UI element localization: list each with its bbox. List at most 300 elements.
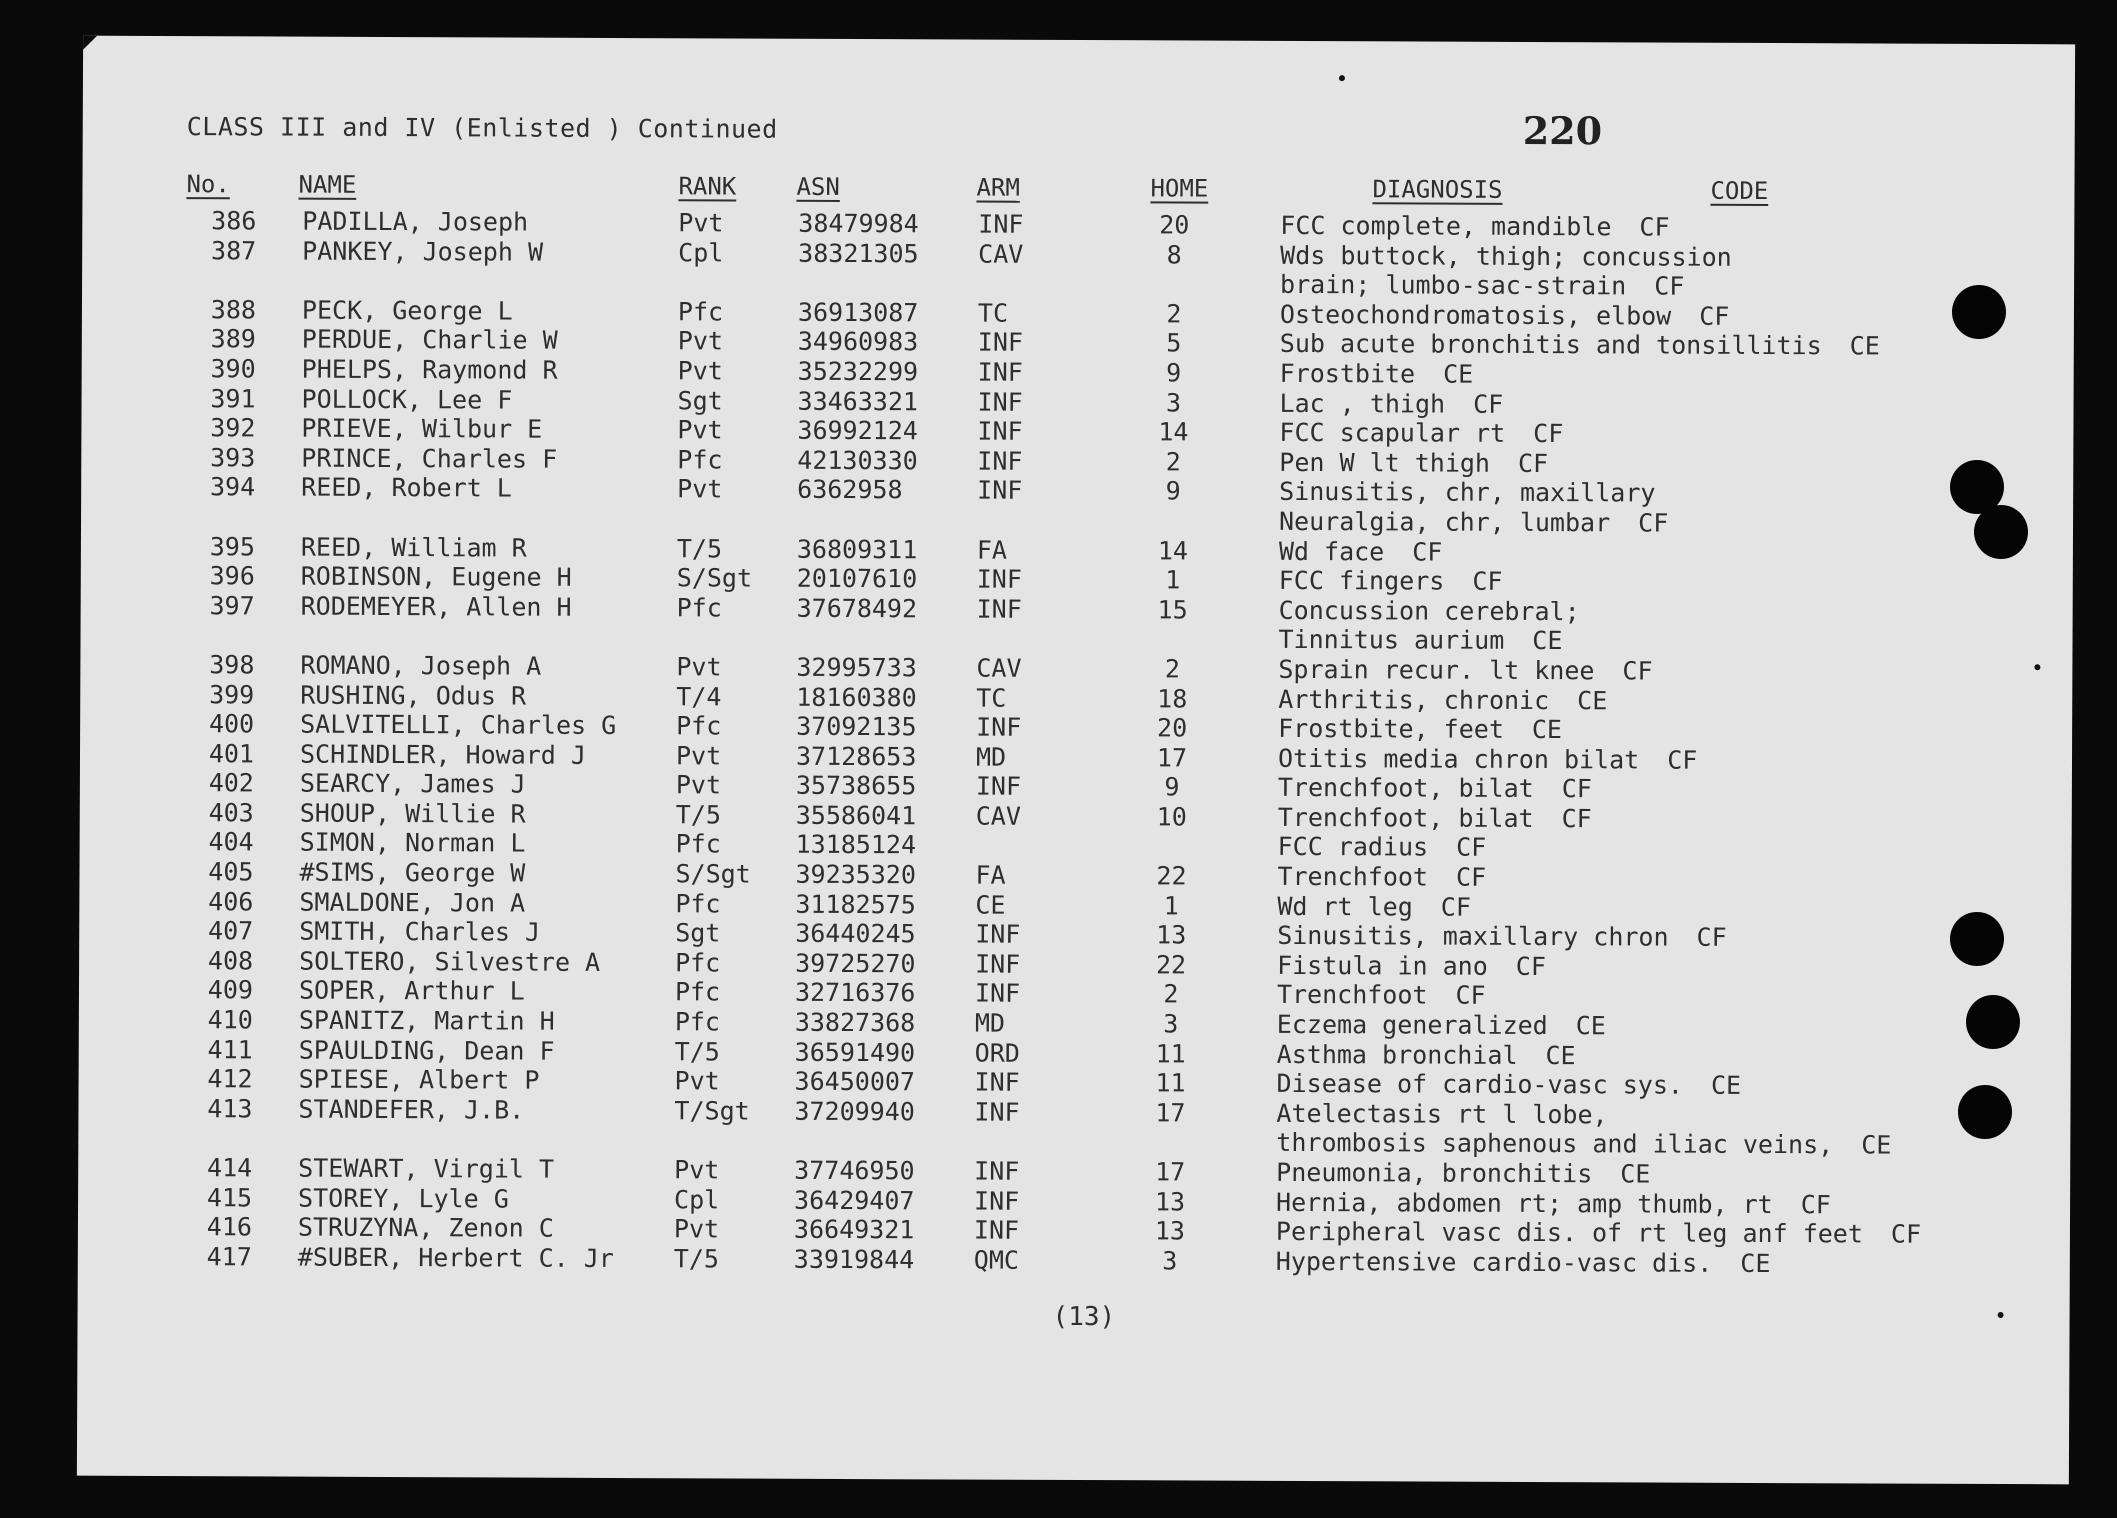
row-asn: 33827368 [794, 1007, 916, 1038]
row-arm: INF [976, 564, 1023, 594]
row-diagnosis: FCC fingers [1278, 566, 1445, 596]
row-asn: 37746950 [794, 1155, 915, 1186]
row-home: 14 [1158, 417, 1189, 447]
row-rank: Pvt [677, 415, 723, 445]
row-code: CE [1740, 1248, 1771, 1278]
row-asn: 33919844 [793, 1244, 915, 1275]
row-asn: 34960983 [797, 327, 919, 357]
row-rank: Pvt [674, 1066, 720, 1096]
row-rank: Pfc [674, 977, 721, 1007]
row-home: 3 [1165, 387, 1182, 418]
row-code: CF [1638, 508, 1669, 538]
row-arm: INF [976, 594, 1022, 624]
row-home: 17 [1155, 1157, 1186, 1187]
row-number: 400 [208, 709, 255, 739]
row-rank: Cpl [678, 237, 724, 268]
row-diagnosis: Arthritis, chronic [1278, 684, 1550, 715]
row-rank: T/5 [675, 800, 721, 830]
row-name: PRINCE, Charles F [301, 443, 558, 474]
row-code: CE [1577, 685, 1608, 715]
row-asn: 36591490 [794, 1037, 916, 1067]
row-name: RUSHING, Odus R [300, 680, 527, 711]
row-rank: Pvt [676, 652, 722, 682]
row-arm: CAV [976, 653, 1022, 683]
row-diagnosis: Otitis media chron bilat [1277, 743, 1640, 775]
row-rank: Pfc [676, 711, 722, 741]
row-diagnosis: Neuralgia, chr, lumbar [1278, 506, 1611, 538]
row-arm: INF [977, 387, 1023, 417]
row-number: 387 [210, 235, 257, 266]
row-name: PADILLA, Joseph [302, 206, 529, 237]
row-arm: INF [977, 327, 1024, 358]
row-home: 22 [1155, 950, 1187, 980]
row-number: 388 [210, 295, 257, 325]
row-number: 404 [208, 827, 254, 857]
row-arm: CAV [975, 801, 1021, 831]
row-name: REED, William R [300, 532, 527, 563]
row-code: CF [1515, 951, 1546, 981]
row-code: CF [1455, 981, 1486, 1011]
row-rank: Pvt [674, 1155, 720, 1185]
row-arm: INF [977, 416, 1023, 446]
row-diagnosis-cell [1279, 566, 1503, 596]
row-number: 406 [208, 886, 254, 917]
row-home: 2 [1163, 979, 1179, 1009]
row-diagnosis: Tinnitus aurium [1278, 625, 1505, 656]
row-diagnosis-cell [1280, 329, 1880, 361]
row-code: CF [1622, 656, 1653, 686]
row-rank: Pfc [674, 1007, 721, 1037]
document-page [77, 36, 2075, 1485]
row-rank: Pvt [677, 326, 724, 356]
row-home: 3 [1162, 1246, 1178, 1276]
row-diagnosis: FCC radius [1277, 832, 1429, 863]
row-diagnosis-cell [1280, 240, 1760, 271]
row-code: CE [1443, 359, 1474, 389]
row-asn: 32716376 [794, 978, 916, 1008]
row-code: CF [1456, 833, 1487, 863]
row-number: 412 [207, 1064, 253, 1094]
row-asn: 42130330 [797, 445, 918, 476]
row-arm: MD [975, 742, 1007, 772]
row-diagnosis-cell [1277, 1010, 1606, 1040]
row-diagnosis: Eczema generalized [1276, 1009, 1548, 1041]
row-home: 9 [1166, 358, 1182, 388]
row-diagnosis-cell [1279, 536, 1443, 566]
row-home: 13 [1154, 1186, 1186, 1217]
row-rank: Pvt [675, 770, 722, 800]
row-arm: MD [974, 1008, 1006, 1038]
row-rank: Pfc [677, 445, 723, 475]
row-arm: CAV [978, 239, 1024, 269]
row-diagnosis-cell [1279, 388, 1503, 418]
row-name: SPAULDING, Dean F [298, 1035, 555, 1066]
column-header-rank: RANK [678, 172, 737, 201]
row-diagnosis: Asthma bronchial [1276, 1039, 1518, 1070]
row-arm: INF [974, 978, 1021, 1009]
row-arm: INF [974, 1067, 1020, 1097]
row-rank: T/Sgt [674, 1096, 750, 1126]
row-rank: Pfc [675, 888, 721, 919]
row-arm: INF [975, 919, 1021, 950]
row-asn: 32995733 [796, 652, 917, 683]
row-name: PERDUE, Charlie W [301, 324, 558, 356]
row-code: CE [1861, 1130, 1892, 1160]
row-diagnosis: thrombosis saphenous and iliac veins, [1276, 1128, 1834, 1160]
row-arm: QMC [973, 1245, 1020, 1275]
row-name: SALVITELLI, Charles G [300, 709, 617, 741]
row-home: 22 [1156, 861, 1187, 891]
row-arm: INF [974, 1186, 1020, 1216]
column-header-asn: ASN [796, 172, 840, 201]
row-number: 397 [209, 590, 255, 621]
row-diagnosis-cell [1279, 507, 1668, 538]
row-number: 390 [210, 354, 256, 384]
row-diagnosis-cell [1277, 1069, 1742, 1100]
row-number: 393 [210, 442, 256, 473]
row-number: 415 [206, 1182, 253, 1213]
row-home: 17 [1156, 743, 1188, 773]
row-home: 15 [1157, 595, 1188, 625]
row-diagnosis-cell [1278, 684, 1607, 714]
row-rank: Pvt [675, 740, 722, 771]
row-number: 403 [208, 798, 254, 828]
row-number: 405 [208, 857, 254, 887]
row-home: 3 [1163, 1009, 1179, 1039]
row-home: 2 [1165, 447, 1181, 477]
row-home: 18 [1157, 683, 1188, 713]
row-diagnosis: Fistula in ano [1277, 950, 1488, 981]
row-diagnosis-cell [1276, 1158, 1650, 1189]
row-rank: Pvt [677, 474, 723, 504]
row-diagnosis: Lac , thigh [1279, 388, 1446, 419]
row-asn: 37209940 [794, 1096, 915, 1127]
row-asn: 20107610 [796, 563, 918, 594]
row-rank: Sgt [675, 918, 721, 948]
row-number: 407 [208, 916, 254, 946]
row-asn: 37128653 [795, 741, 917, 771]
row-rank: Pfc [676, 592, 722, 623]
row-name: SMALDONE, Jon A [299, 887, 526, 918]
row-code: CF [1667, 745, 1698, 775]
row-arm: INF [976, 712, 1022, 742]
row-code: CE [1532, 626, 1563, 656]
row-diagnosis-cell [1277, 862, 1486, 892]
column-header-code: CODE [1710, 176, 1769, 206]
row-home: 8 [1166, 239, 1182, 270]
row-home: 2 [1166, 299, 1182, 329]
row-diagnosis-cell [1278, 714, 1562, 744]
row-diagnosis: FCC scapular rt [1279, 418, 1506, 449]
column-header-name: NAME [298, 170, 357, 199]
row-rank: Pfc [675, 948, 721, 978]
row-diagnosis: Trenchfoot [1276, 980, 1428, 1010]
row-diagnosis-cell [1277, 980, 1486, 1010]
row-number: 410 [207, 1005, 253, 1035]
punch-hole [1958, 1085, 2012, 1139]
row-diagnosis-cell [1279, 596, 1608, 626]
row-number: 402 [208, 768, 254, 798]
row-arm: INF [978, 209, 1024, 239]
page-footer-label: (13) [1052, 1301, 1116, 1333]
row-diagnosis-cell [1278, 655, 1652, 686]
row-code: CE [1575, 1011, 1606, 1041]
row-number: 395 [209, 531, 255, 561]
row-number: 401 [208, 738, 255, 769]
row-home: 20 [1159, 210, 1190, 240]
row-home: 20 [1157, 713, 1188, 743]
row-home: 10 [1156, 802, 1187, 832]
row-asn: 37092135 [796, 711, 917, 742]
roster-table [78, 206, 2075, 1280]
row-number: 408 [207, 946, 254, 976]
row-name: SPANITZ, Martin H [298, 1005, 555, 1036]
row-name: PECK, George L [301, 295, 513, 326]
row-name: SMITH, Charles J [299, 916, 541, 947]
row-name: SOLTERO, Silvestre A [299, 946, 601, 977]
row-diagnosis: Wd face [1278, 536, 1385, 566]
row-arm: FA [975, 860, 1006, 890]
row-number: 396 [209, 561, 255, 591]
row-number: 411 [207, 1034, 253, 1065]
row-diagnosis: Sub acute bronchitis and tonsillitis [1279, 329, 1822, 361]
row-code: CE [1710, 1070, 1742, 1101]
row-diagnosis-cell [1277, 892, 1471, 922]
row-diagnosis: Trenchfoot, bilat [1277, 773, 1534, 804]
row-home: 11 [1155, 1068, 1186, 1098]
column-header-diagnosis: DIAGNOSIS [1372, 175, 1503, 204]
row-code: CF [1654, 271, 1685, 301]
ink-speck [2034, 664, 2040, 670]
row-arm: INF [974, 1156, 1020, 1186]
row-diagnosis: Trenchfoot, bilat [1277, 802, 1534, 833]
row-code: CF [1412, 536, 1443, 567]
row-arm: INF [973, 1215, 1020, 1245]
row-name: POLLOCK, Lee F [301, 384, 513, 415]
row-code: CF [1800, 1189, 1831, 1219]
row-rank: Pvt [677, 356, 723, 386]
row-name: SPIESE, Albert P [298, 1064, 540, 1095]
row-diagnosis-cell [1276, 1217, 1921, 1249]
row-home: 17 [1155, 1098, 1186, 1128]
row-diagnosis-cell [1280, 270, 1684, 301]
row-home: 13 [1156, 920, 1187, 950]
row-asn: 38479984 [798, 208, 919, 239]
row-diagnosis: Sinusitis, chr, maxillary [1279, 477, 1656, 508]
row-diagnosis: Hernia, abdomen rt; amp thumb, rt [1276, 1187, 1773, 1219]
row-code: CF [1517, 448, 1549, 478]
row-code: CF [1533, 419, 1564, 449]
row-code: CE [1620, 1159, 1651, 1189]
row-code: CF [1561, 803, 1592, 834]
row-code: CF [1440, 892, 1472, 922]
punch-hole [1974, 505, 2028, 559]
row-code: CE [1849, 331, 1880, 361]
row-name: REED, Robert L [301, 472, 512, 503]
row-number: 399 [209, 679, 255, 709]
row-name: STEWART, Virgil T [298, 1153, 555, 1184]
row-diagnosis-cell [1280, 359, 1474, 389]
row-arm: INF [975, 771, 1022, 802]
row-home: 11 [1155, 1038, 1186, 1069]
row-asn: 36913087 [797, 297, 919, 328]
row-diagnosis: Disease of cardio-vasc sys. [1276, 1069, 1684, 1100]
row-code: CE [1545, 1040, 1576, 1070]
row-diagnosis-cell [1276, 1247, 1771, 1278]
row-diagnosis-cell [1278, 773, 1592, 803]
row-rank: T/5 [676, 533, 723, 563]
row-number: 391 [210, 383, 256, 413]
row-name: STOREY, Lyle G [298, 1183, 509, 1214]
punch-hole [1966, 995, 2020, 1049]
row-diagnosis-cell [1278, 832, 1487, 862]
row-asn: 36809311 [796, 534, 918, 564]
row-number: 389 [210, 324, 256, 354]
row-diagnosis: brain; lumbo-sac-strain [1280, 270, 1627, 301]
row-name: PANKEY, Joseph W [302, 236, 544, 267]
row-diagnosis: Frostbite [1279, 358, 1416, 389]
row-asn: 6362958 [797, 475, 903, 505]
row-name: SOPER, Arthur L [298, 976, 525, 1007]
row-code: CF [1455, 862, 1487, 892]
row-name: SEARCY, James J [299, 768, 526, 799]
row-diagnosis: Atelectasis rt l lobe, [1276, 1098, 1608, 1130]
row-diagnosis-cell [1278, 803, 1592, 833]
page-number: 220 [1522, 107, 1603, 154]
row-rank: Pvt [678, 208, 724, 238]
row-home: 9 [1165, 476, 1181, 506]
row-diagnosis-cell [1276, 1099, 1635, 1130]
row-diagnosis: Wd rt leg [1277, 891, 1413, 922]
row-arm: TC [977, 298, 1009, 328]
row-home: 1 [1165, 565, 1181, 595]
row-diagnosis-cell [1276, 1187, 1831, 1218]
row-diagnosis-cell [1276, 1128, 1891, 1160]
row-asn: 18160380 [796, 682, 917, 712]
row-asn: 36450007 [794, 1066, 916, 1097]
row-number: 414 [206, 1153, 253, 1183]
row-number: 386 [211, 206, 257, 236]
row-asn: 36649321 [793, 1214, 915, 1245]
column-header-no: No. [186, 170, 230, 199]
row-diagnosis-cell [1278, 744, 1697, 775]
row-number: 409 [207, 975, 254, 1005]
column-header-arm: ARM [976, 173, 1020, 202]
row-arm: TC [976, 683, 1007, 713]
row-diagnosis: Pen W lt thigh [1279, 447, 1491, 478]
row-diagnosis: Sinusitis, maxillary chron [1277, 921, 1669, 952]
row-name: #SIMS, George W [299, 857, 526, 888]
row-diagnosis: Hypertensive cardio-vasc dis. [1275, 1246, 1713, 1278]
row-name: RODEMEYER, Allen H [300, 591, 572, 622]
row-rank: Cpl [674, 1184, 720, 1215]
row-arm: CE [975, 890, 1006, 920]
row-diagnosis: Wds buttock, thigh; concussion [1280, 240, 1732, 272]
row-number: 392 [210, 413, 256, 443]
row-home: 5 [1166, 328, 1182, 358]
row-diagnosis: Frostbite, feet [1278, 713, 1504, 744]
row-asn: 31182575 [795, 889, 916, 919]
row-rank: T/4 [676, 681, 722, 711]
row-name: ROBINSON, Eugene H [300, 561, 572, 592]
row-name: SIMON, Norman L [299, 828, 526, 859]
row-rank: Pfc [677, 297, 724, 327]
row-code: CF [1696, 922, 1727, 953]
row-arm: FA [976, 535, 1008, 565]
row-arm: INF [977, 446, 1023, 476]
row-home: 14 [1157, 535, 1189, 566]
row-code: CF [1699, 301, 1730, 331]
row-rank: Sgt [677, 385, 723, 416]
row-code: CE [1531, 715, 1563, 745]
row-diagnosis: Concussion cerebral; [1278, 595, 1580, 626]
row-asn: 38321305 [798, 238, 919, 268]
ink-speck [1339, 75, 1345, 81]
row-home: 2 [1164, 654, 1180, 684]
row-diagnosis-cell [1278, 625, 1562, 655]
row-number: 413 [207, 1094, 253, 1124]
row-arm: INF [977, 475, 1023, 506]
row-home: 9 [1164, 772, 1180, 802]
row-rank: S/Sgt [675, 859, 751, 889]
punch-hole [1952, 285, 2006, 339]
row-arm: INF [977, 357, 1023, 387]
row-diagnosis: Sprain recur. lt knee [1278, 654, 1595, 686]
row-diagnosis-cell [1279, 477, 1683, 508]
row-name: STRUZYNA, Zenon C [297, 1212, 554, 1243]
row-diagnosis: Trenchfoot [1277, 861, 1429, 892]
row-rank: T/5 [674, 1036, 720, 1067]
row-name: STANDEFER, J.B. [298, 1094, 525, 1125]
row-name: ROMANO, Joseph A [300, 650, 542, 681]
row-name: PHELPS, Raymond R [301, 354, 558, 385]
row-name: SHOUP, Willie R [299, 798, 526, 829]
row-diagnosis: Peripheral vasc dis. of rt leg anf feet [1275, 1217, 1864, 1249]
row-diagnosis-cell [1277, 1040, 1576, 1070]
row-number: 394 [209, 472, 256, 502]
row-diagnosis: Osteochondromatosis, elbow [1279, 299, 1672, 331]
row-code: CF [1472, 566, 1503, 596]
row-number: 417 [206, 1241, 252, 1272]
row-number: 398 [209, 650, 255, 680]
row-asn: 35232299 [797, 356, 919, 387]
row-asn: 39235320 [795, 859, 916, 890]
row-asn: 33463321 [797, 386, 919, 416]
row-arm: ORD [974, 1038, 1020, 1068]
row-code: CF [1639, 212, 1670, 242]
page-corner [83, 36, 97, 50]
row-diagnosis: Pneumonia, bronchitis [1276, 1157, 1593, 1189]
row-code: CF [1561, 774, 1592, 804]
row-code: CF [1890, 1219, 1922, 1249]
row-name: SCHINDLER, Howard J [299, 739, 587, 770]
row-asn: 36429407 [794, 1185, 915, 1215]
row-arm: INF [974, 1097, 1020, 1127]
row-diagnosis-cell [1279, 418, 1563, 448]
row-diagnosis-cell [1277, 951, 1546, 981]
row-diagnosis-cell [1277, 921, 1727, 952]
row-asn: 36440245 [795, 919, 916, 949]
row-name: PRIEVE, Wilbur E [301, 413, 543, 444]
row-diagnosis-cell [1279, 448, 1548, 478]
row-name: #SUBER, Herbert C. Jr [297, 1242, 614, 1273]
row-arm: INF [975, 949, 1021, 979]
row-rank: Pfc [675, 829, 721, 859]
row-asn: 35586041 [795, 800, 917, 831]
row-diagnosis-cell [1280, 211, 1669, 242]
row-home: 1 [1163, 891, 1179, 921]
row-asn: 36992124 [797, 415, 918, 446]
